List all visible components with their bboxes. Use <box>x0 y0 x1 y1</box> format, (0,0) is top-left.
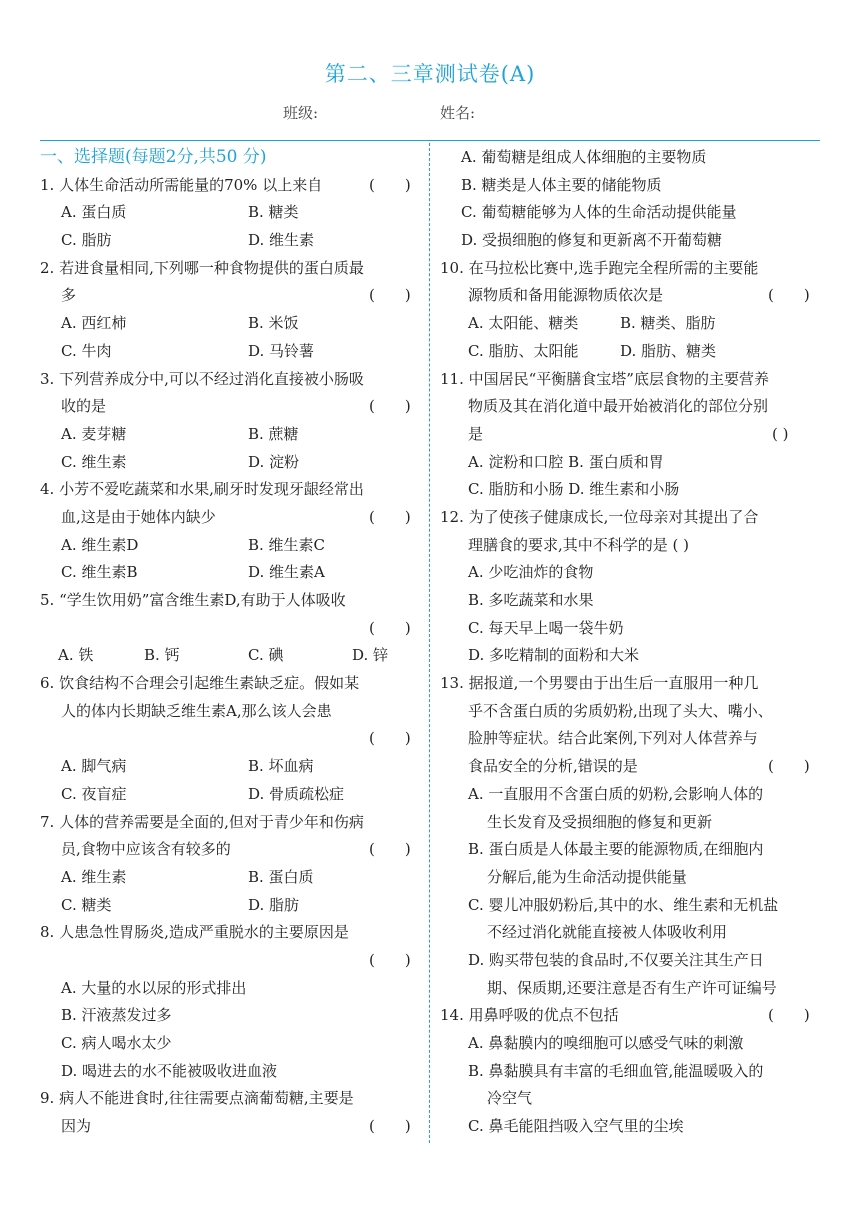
option-a: A. 维生素 <box>61 867 127 886</box>
option-c: C. 婴儿冲服奶粉后,其中的水、维生素和无机盐 <box>468 895 779 914</box>
question-14 <box>440 1002 825 1140</box>
option-c: C. 鼻毛能阻挡吸入空气里的尘埃 <box>468 1117 684 1136</box>
question-stem: 2. 若进食量相同,下列哪一种食物提供的蛋白质最 <box>40 258 364 277</box>
option-a: A. 大量的水以尿的形式排出 <box>61 978 247 997</box>
question-stem-cont: 源物质和备用能源物质依次是 <box>468 286 664 305</box>
question-stem: 13. 据报道,一个男婴由于出生后一直服用一种几 <box>440 674 759 693</box>
question-stem: 3. 下列营养成分中,可以不经过消化直接被小肠吸 <box>40 369 364 388</box>
page-title: 第二、三章测试卷(A) <box>324 62 536 86</box>
option-b-cont: 分解后,能为生命活动提供能量 <box>487 867 687 886</box>
question-stem-cont: 多 <box>61 286 77 305</box>
option-b-cont: 冷空气 <box>487 1089 533 1108</box>
option-b: B. 糖类、脂肪 <box>620 314 716 333</box>
option-c: C. 维生素 <box>61 452 127 471</box>
answer-blank: ( ) <box>369 175 411 194</box>
question-stem-cont: 血,这是由于她体内缺少 <box>61 507 216 526</box>
option-d: D. 多吃精制的面粉和大米 <box>468 646 640 665</box>
question-stem: 9. 病人不能进食时,往往需要点滴葡萄糖,主要是 <box>40 1089 354 1108</box>
options-ab: A. 淀粉和口腔 B. 蛋白质和胃 <box>468 452 664 471</box>
question-9-options <box>440 144 825 255</box>
option-b: B. 汗液蒸发过多 <box>61 1006 172 1025</box>
answer-blank: ( ) <box>369 618 411 637</box>
question-12 <box>440 504 825 670</box>
option-b: B. 米饭 <box>248 314 299 333</box>
question-stem-cont: 乎不含蛋白质的劣质奶粉,出现了头大、嘴小、 <box>468 701 773 720</box>
option-b: B. 糖类 <box>248 203 299 222</box>
option-b: B. 鼻黏膜具有丰富的毛细血管,能温暖吸入的 <box>468 1061 764 1080</box>
question-2 <box>40 255 420 366</box>
option-a: A. 脚气病 <box>61 757 127 776</box>
option-b: B. 坏血病 <box>248 757 314 776</box>
option-d: D. 马铃薯 <box>248 341 315 360</box>
option-a: A. 鼻黏膜内的嗅细胞可以感受气味的刺激 <box>468 1034 744 1052</box>
option-c: C. 每天早上喝一袋牛奶 <box>468 618 624 637</box>
answer-blank: ( ) <box>369 397 411 416</box>
answer-blank: ( ) <box>369 286 411 305</box>
option-b: B. 糖类是人体主要的储能物质 <box>461 175 662 194</box>
header-rule <box>40 140 820 141</box>
option-b: B. 钙 <box>144 646 180 665</box>
option-d: D. 维生素 <box>248 231 315 250</box>
question-stem-cont: 人的体内长期缺乏维生素A,那么该人会患 <box>61 701 332 720</box>
question-stem: 11. 中国居民“平衡膳食宝塔”底层食物的主要营养 <box>440 369 769 388</box>
question-stem-cont: 食品安全的分析,错误的是 <box>468 757 638 776</box>
option-d: D. 淀粉 <box>248 452 300 471</box>
option-a-cont: 生长发育及受损细胞的修复和更新 <box>487 812 713 831</box>
question-stem: 10. 在马拉松比赛中,选手跑完全程所需的主要能 <box>440 258 759 277</box>
option-b: B. 维生素C <box>248 535 326 554</box>
question-stem: 8. 人患急性胃肠炎,造成严重脱水的主要原因是 <box>40 923 349 942</box>
option-d: D. 维生素A <box>248 563 325 582</box>
option-b: B. 蛋白质是人体最主要的能源物质,在细胞内 <box>468 840 764 859</box>
answer-blank: ( ) <box>768 1006 810 1025</box>
option-c-cont: 不经过消化就能直接被人体吸收利用 <box>487 923 728 942</box>
option-c: C. 脂肪 <box>61 231 112 250</box>
column-divider <box>429 143 430 1143</box>
option-a: A. 少吃油炸的食物 <box>468 563 594 582</box>
option-d-cont: 期、保质期,还要注意是否有生产许可证编号 <box>487 978 777 997</box>
question-stem-cont: 理膳食的要求,其中不科学的是 ( ) <box>468 535 690 554</box>
option-a: A. 一直服用不含蛋白质的奶粉,会影响人体的 <box>468 784 764 803</box>
answer-blank: ( ) <box>768 286 810 305</box>
question-stem: 4. 小芳不爱吃蔬菜和水果,刷牙时发现牙龈经常出 <box>40 480 364 499</box>
question-stem-cont: 脸肿等症状。结合此案例,下列对人体营养与 <box>468 729 758 748</box>
option-d: D. 受损细胞的修复和更新离不开葡萄糖 <box>461 231 723 250</box>
options-cd: C. 脂肪和小肠 D. 维生素和小肠 <box>468 480 680 499</box>
option-c: C. 牛肉 <box>61 341 112 360</box>
option-a: A. 铁 <box>58 646 94 665</box>
question-7 <box>40 809 420 920</box>
right-column <box>440 144 825 1141</box>
option-c: C. 碘 <box>248 646 284 665</box>
question-stem: 1. 人体生命活动所需能量的70% 以上来自 <box>40 175 323 194</box>
option-c: C. 脂肪、太阳能 <box>468 341 579 360</box>
question-stem-cont: 员,食物中应该含有较多的 <box>61 840 231 859</box>
question-4 <box>40 476 420 587</box>
question-5 <box>40 587 420 670</box>
question-11 <box>440 366 825 504</box>
answer-blank: ( ) <box>772 424 789 443</box>
question-3 <box>40 366 420 477</box>
question-stem: 7. 人体的营养需要是全面的,但对于青少年和伤病 <box>40 812 364 831</box>
left-column <box>40 144 420 1141</box>
answer-blank: ( ) <box>369 950 411 969</box>
name-label: 姓名: <box>440 104 476 122</box>
option-c: C. 夜盲症 <box>61 784 127 803</box>
option-d: D. 骨质疏松症 <box>248 784 345 803</box>
question-stem: 14. 用鼻呼吸的优点不包括 <box>440 1006 619 1025</box>
option-a: A. 麦芽糖 <box>61 424 127 443</box>
option-c: C. 葡萄糖能够为人体的生命活动提供能量 <box>461 203 737 222</box>
option-a: A. 西红柿 <box>61 314 127 333</box>
option-a: A. 维生素D <box>61 535 139 554</box>
question-6 <box>40 670 420 808</box>
question-8 <box>40 919 420 1085</box>
option-c: C. 维生素B <box>61 563 138 582</box>
option-a: A. 葡萄糖是组成人体细胞的主要物质 <box>461 148 707 166</box>
question-stem: 5. “学生饮用奶”富含维生素D,有助于人体吸收 <box>40 591 346 609</box>
option-a: A. 蛋白质 <box>61 203 127 222</box>
option-c: C. 糖类 <box>61 895 112 914</box>
question-stem-cont: 收的是 <box>61 397 107 416</box>
option-d: D. 脂肪、糖类 <box>620 341 717 360</box>
option-d: D. 喝进去的水不能被吸收进血液 <box>61 1061 278 1080</box>
option-d: D. 锌 <box>352 646 389 665</box>
answer-blank: ( ) <box>369 1117 411 1136</box>
question-13 <box>440 670 825 1002</box>
class-label: 班级: <box>283 104 319 122</box>
option-b: B. 蔗糖 <box>248 424 299 443</box>
answer-blank: ( ) <box>369 840 411 859</box>
question-10 <box>440 255 825 366</box>
question-1 <box>40 172 420 255</box>
question-stem-cont: 是 <box>468 424 484 443</box>
option-d: D. 脂肪 <box>248 895 300 914</box>
question-stem: 12. 为了使孩子健康成长,一位母亲对其提出了合 <box>440 507 759 526</box>
question-stem-cont: 物质及其在消化道中最开始被消化的部位分别 <box>468 397 769 416</box>
question-stem-cont: 因为 <box>61 1117 92 1136</box>
option-c: C. 病人喝水太少 <box>61 1034 172 1052</box>
answer-blank: ( ) <box>369 729 411 748</box>
option-a: A. 太阳能、糖类 <box>468 314 579 333</box>
answer-blank: ( ) <box>369 507 411 526</box>
question-stem: 6. 饮食结构不合理会引起维生素缺乏症。假如某 <box>40 674 360 693</box>
option-b: B. 多吃蔬菜和水果 <box>468 591 594 609</box>
answer-blank: ( ) <box>768 757 810 776</box>
question-9 <box>40 1085 420 1140</box>
section-heading: 一、选择题(每题2分,共50 分) <box>40 147 267 167</box>
option-b: B. 蛋白质 <box>248 867 314 886</box>
option-d: D. 购买带包装的食品时,不仅要关注其生产日 <box>468 950 764 969</box>
